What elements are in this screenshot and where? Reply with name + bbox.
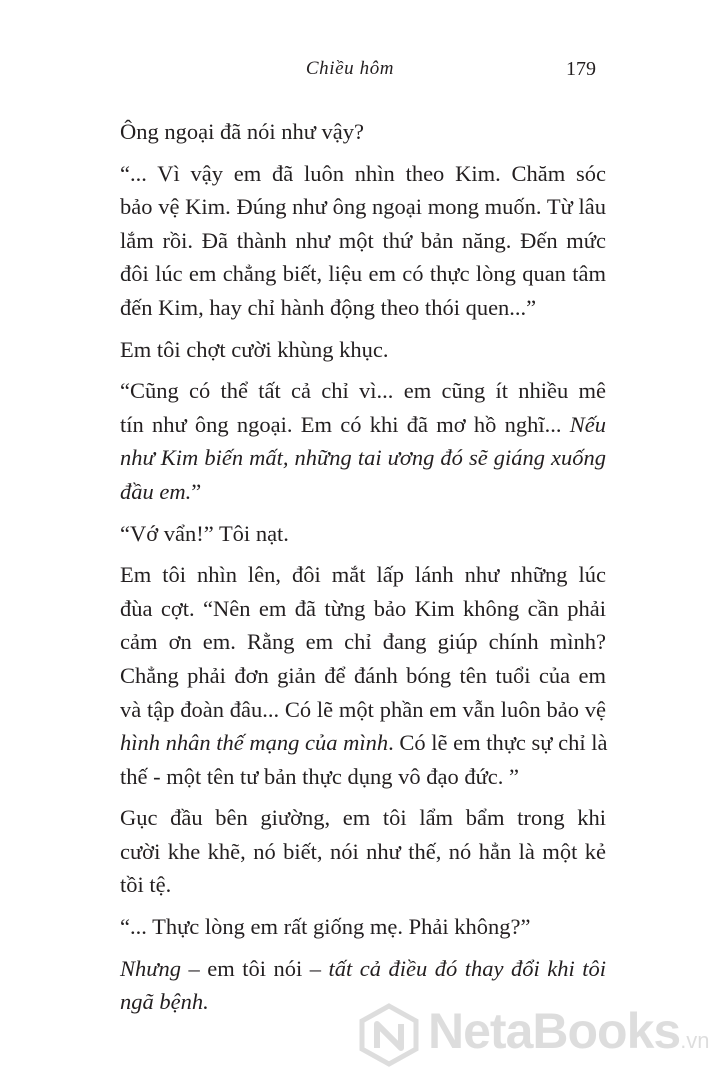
italic-text: như Kim biến mất, những tai ương đó sẽ giáng xuống	[120, 445, 606, 471]
text-line	[120, 408, 606, 442]
body-text	[120, 115, 606, 1027]
netabooks-watermark	[358, 1000, 710, 1070]
running-header	[0, 58, 700, 86]
paragraph	[120, 157, 606, 325]
watermark-text	[428, 1002, 710, 1060]
text-segment: Chẳng phải đơn giản để đánh bóng tên tuổi của em	[120, 662, 606, 688]
text-line	[120, 517, 606, 551]
text-segment: “... Vì vậy em đã luôn nhìn theo Kim. Chăm sóc	[120, 160, 606, 186]
chapter-title: Chiều hôm	[305, 58, 395, 79]
text-segment: lắm rồi. Đã thành như một thứ bản năng. Đến mức	[120, 227, 606, 253]
text-segment: đôi lúc em chẳng biết, liệu em có thực lòng quan tâm	[120, 261, 606, 287]
text-line	[120, 868, 606, 902]
text-segment: Em tôi nhìn lên, đôi mắt lấp lánh như những lúc	[120, 562, 606, 588]
paragraph	[120, 910, 606, 944]
paragraph	[120, 374, 606, 508]
text-segment: – em tôi nói –	[181, 955, 329, 981]
paragraph	[120, 558, 606, 793]
text-line	[120, 760, 606, 794]
text-segment: tín như ông ngoại. Em có khi đã mơ hồ nghĩ...	[120, 411, 570, 437]
italic-text: đầu em.	[120, 478, 192, 504]
text-line	[120, 157, 606, 191]
text-line	[120, 115, 606, 149]
text-segment: Em tôi chợt cười khùng khục.	[120, 336, 389, 362]
text-line	[120, 835, 606, 869]
text-segment: đùa cợt. “Nên em đã từng bảo Kim không cần phải	[120, 595, 606, 621]
text-line	[120, 291, 606, 325]
paragraph	[120, 517, 606, 551]
text-line	[120, 374, 606, 408]
text-line	[120, 190, 606, 224]
text-segment: cười khe khẽ, nó biết, nói như thế, nó hẳn là một kẻ	[120, 838, 606, 864]
text-line	[120, 441, 606, 475]
watermark-suffix: .vn	[680, 1028, 710, 1053]
text-line	[120, 625, 606, 659]
paragraph	[120, 333, 606, 367]
text-segment: “Cũng có thể tất cả chỉ vì... em cũng ít nhiều mê	[120, 378, 606, 404]
text-line	[120, 952, 606, 986]
italic-text: hình nhân thế mạng của mình	[120, 730, 389, 756]
text-line	[120, 592, 606, 626]
text-line	[120, 726, 606, 760]
italic-text: Nếu	[569, 411, 606, 437]
text-line	[120, 558, 606, 592]
text-line	[120, 659, 606, 693]
italic-text: tất cả điều đó thay đổi khi tôi	[328, 955, 606, 981]
italic-text: Nhưng	[120, 955, 182, 981]
netabooks-logo-icon	[358, 1004, 420, 1066]
paragraph	[120, 801, 606, 902]
text-segment: “... Thực lòng em rất giống mẹ. Phải không?”	[120, 914, 531, 940]
text-line	[120, 333, 606, 367]
text-segment: cảm ơn em. Rằng em chỉ đang giúp chính mình?	[120, 629, 606, 655]
text-segment: đến Kim, hay chỉ hành động theo thói quen...”	[120, 294, 537, 320]
text-segment: và tập đoàn đâu... Có lẽ một phần em vẫn luôn bảo vệ	[120, 696, 606, 722]
text-segment: tồi tệ.	[120, 872, 172, 898]
text-segment: “Vớ vẩn!” Tôi nạt.	[120, 520, 289, 546]
text-line	[120, 224, 606, 258]
text-segment: Gục đầu bên giường, em tôi lẩm bẩm trong khi	[120, 805, 606, 831]
text-segment: . Có lẽ em thực sự chỉ là	[388, 730, 608, 756]
text-segment: Ông ngoại đã nói như vậy?	[120, 119, 365, 144]
paragraph	[120, 115, 606, 149]
page-number: 179	[566, 58, 596, 80]
text-line	[120, 801, 606, 835]
text-line	[120, 910, 606, 944]
text-segment: bảo vệ Kim. Đúng như ông ngoại mong muốn. Từ lâu	[120, 194, 606, 220]
text-line	[120, 257, 606, 291]
text-line	[120, 693, 606, 727]
text-segment: ”	[191, 478, 202, 504]
italic-text: ngã bệnh.	[120, 989, 209, 1015]
watermark-brand: NetaBooks	[428, 1003, 681, 1059]
text-segment: thế - một tên tư bản thực dụng vô đạo đức. ”	[120, 763, 519, 789]
text-line	[120, 475, 606, 509]
